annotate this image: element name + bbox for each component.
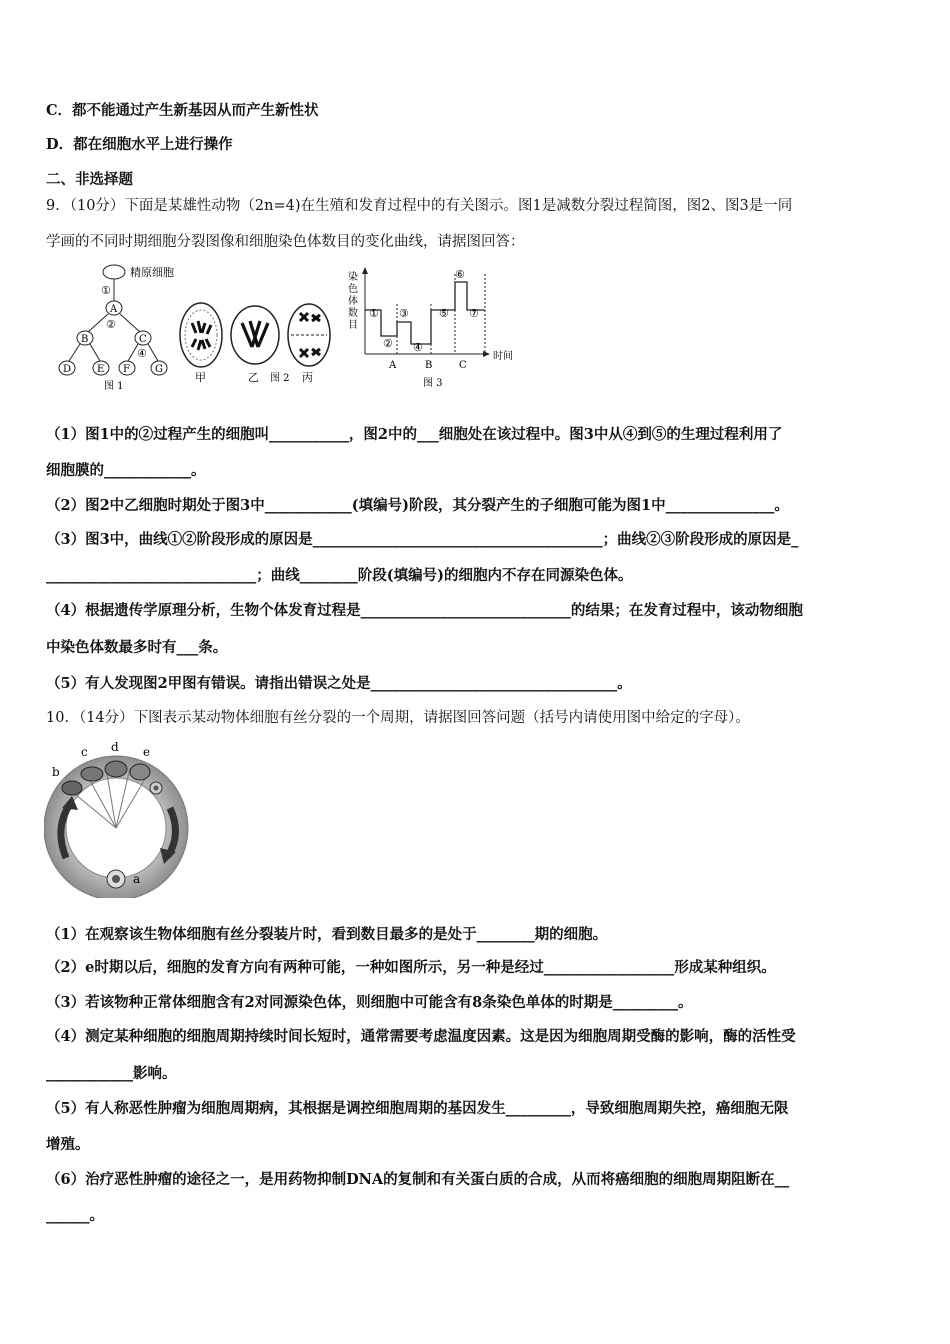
fig1-caption: 图 1 [104, 381, 124, 392]
fig3-ylabel-2: 色 [348, 284, 358, 295]
fig1-top-label: 精原细胞 [130, 266, 174, 279]
q9-part-5: （5）有人发现图2甲图有错误。请指出错误之处是__________________________________。 [46, 675, 632, 692]
fig1-step-2: ② [106, 318, 116, 331]
fig3-ylabel-4: 数 [348, 308, 358, 319]
fig1-node-f: F [123, 364, 130, 375]
fig1-node-b: B [81, 334, 89, 345]
q10-part-4-line-1: （4）测定某种细胞的细胞周期持续时间长短时，通常需要考虑温度因素。这是因为细胞周期受酶的影响，酶的活性受 [46, 1028, 796, 1045]
q9-part-3-line-2: _____________________________；曲线________阶段(填编号)的细胞内不存在同源染色体。 [46, 567, 633, 584]
fig2-label-bing: 丙 [302, 371, 313, 384]
figure-1-meiosis-diagram [48, 262, 178, 392]
q9-part-2: （2）图2中乙细胞时期处于图3中____________(填编号)阶段，其分裂产生的子细胞可能为图1中_______________。 [46, 497, 789, 514]
fig3-stage-2: ② [383, 337, 393, 350]
fig3-tick-b: B [425, 360, 433, 371]
q9-part-1-line-1: （1）图1中的②过程产生的细胞叫___________，图2中的___细胞处在该过程中。图3中从④到⑤的生理过程利用了 [46, 426, 783, 443]
q9-part-4-line-1: （4）根据遗传学原理分析，生物个体发育过程是_____________________________的结果；在发育过程中，该动物细胞 [46, 602, 803, 619]
q10-part-2: （2）e时期以后，细胞的发育方向有两种可能，一种如图所示，另一种是经过__________________形成某种组织。 [46, 959, 776, 976]
section-title: 二、非选择题 [46, 171, 133, 188]
fig3-stage-3: ③ [399, 307, 409, 320]
cycle-label-b: b [52, 765, 60, 779]
fig1-node-g: G [155, 364, 163, 375]
fig1-node-e: E [97, 364, 105, 375]
q10-part-6-line-2: ______。 [46, 1207, 104, 1224]
cycle-label-c: c [81, 745, 88, 759]
q10-part-4-line-2: ____________影响。 [46, 1065, 177, 1082]
fig3-stage-7: ⑦ [469, 307, 479, 320]
fig3-ylabel-5: 目 [348, 320, 358, 331]
fig2-caption: 图 2 [270, 373, 290, 384]
figure-2-cell-images [178, 295, 338, 390]
cell-yi-image [231, 306, 279, 364]
q9-intro-1: 9．（10分）下面是某雄性动物（2n=4)在生殖和发育过程中的有关图示。图1是减数分裂过程简图，图2、图3是一同 [46, 198, 793, 214]
fig3-stage-4: ④ [413, 341, 423, 354]
q9-intro-2: 学画的不同时期细胞分裂图像和细胞染色体数目的变化曲线，请据图回答： [46, 234, 525, 250]
option-d: D．都在细胞水平上进行操作 [46, 136, 233, 153]
fig2-label-jia: 甲 [195, 371, 206, 384]
q10-intro: 10．（14分）下图表示某动物体细胞有丝分裂的一个周期，请据图回答问题（括号内请使用图中给定的字母）。 [46, 710, 750, 726]
cycle-label-e: e [143, 745, 151, 759]
fig3-tick-c: C [459, 360, 467, 371]
fig2-label-yi: 乙 [248, 371, 259, 384]
cell-bing-image [288, 304, 330, 366]
fig3-xlabel: 时间 [493, 351, 513, 362]
fig3-ylabel-1: 染 [348, 272, 358, 283]
fig3-caption: 图 3 [423, 378, 443, 389]
cell-jia-image [180, 303, 222, 367]
q10-part-3: （3）若该物种正常体细胞含有2对同源染色体，则细胞中可能含有8条染色单体的时期是_________。 [46, 994, 693, 1011]
fig3-stage-1: ① [369, 307, 379, 320]
fig3-tick-a: A [389, 360, 397, 371]
fig3-ylabel-3: 体 [348, 296, 358, 307]
figure-3-chromosome-curve [345, 264, 520, 392]
fig1-step-4: ④ [137, 347, 147, 360]
figure-cell-cycle-ring [44, 738, 204, 898]
q10-part-1: （1）在观察该生物体细胞有丝分裂装片时，看到数目最多的是处于________期的细胞。 [46, 926, 608, 943]
fig1-node-a: A [110, 304, 118, 315]
fig3-stage-6: ⑥ [455, 268, 465, 281]
fig1-step-1: ① [101, 284, 111, 297]
fig1-node-c: C [139, 334, 147, 345]
cycle-label-a: a [133, 872, 141, 886]
cycle-label-d: d [111, 740, 119, 754]
q9-part-3-line-1: （3）图3中，曲线①②阶段形成的原因是________________________________________；曲线②③阶段形成的原因是_ [46, 531, 799, 548]
q10-part-6-line-1: （6）治疗恶性肿瘤的途径之一，是用药物抑制DNA的复制和有关蛋白质的合成，从而将癌细胞的细胞周期阻断在__ [46, 1171, 790, 1188]
fig1-node-d: D [63, 364, 72, 375]
option-c: C．都不能通过产生新基因从而产生新性状 [46, 102, 319, 119]
q9-part-4-line-2: 中染色体数最多时有___条。 [46, 639, 228, 656]
q9-part-1-line-2: 细胞膜的____________。 [46, 462, 206, 479]
q10-part-5-line-2: 增殖。 [46, 1136, 90, 1153]
fig3-stage-5: ⑤ [439, 307, 449, 320]
q10-part-5-line-1: （5）有人称恶性肿瘤为细胞周期病，其根据是调控细胞周期的基因发生_________，导致细胞周期失控，癌细胞无限 [46, 1100, 789, 1117]
